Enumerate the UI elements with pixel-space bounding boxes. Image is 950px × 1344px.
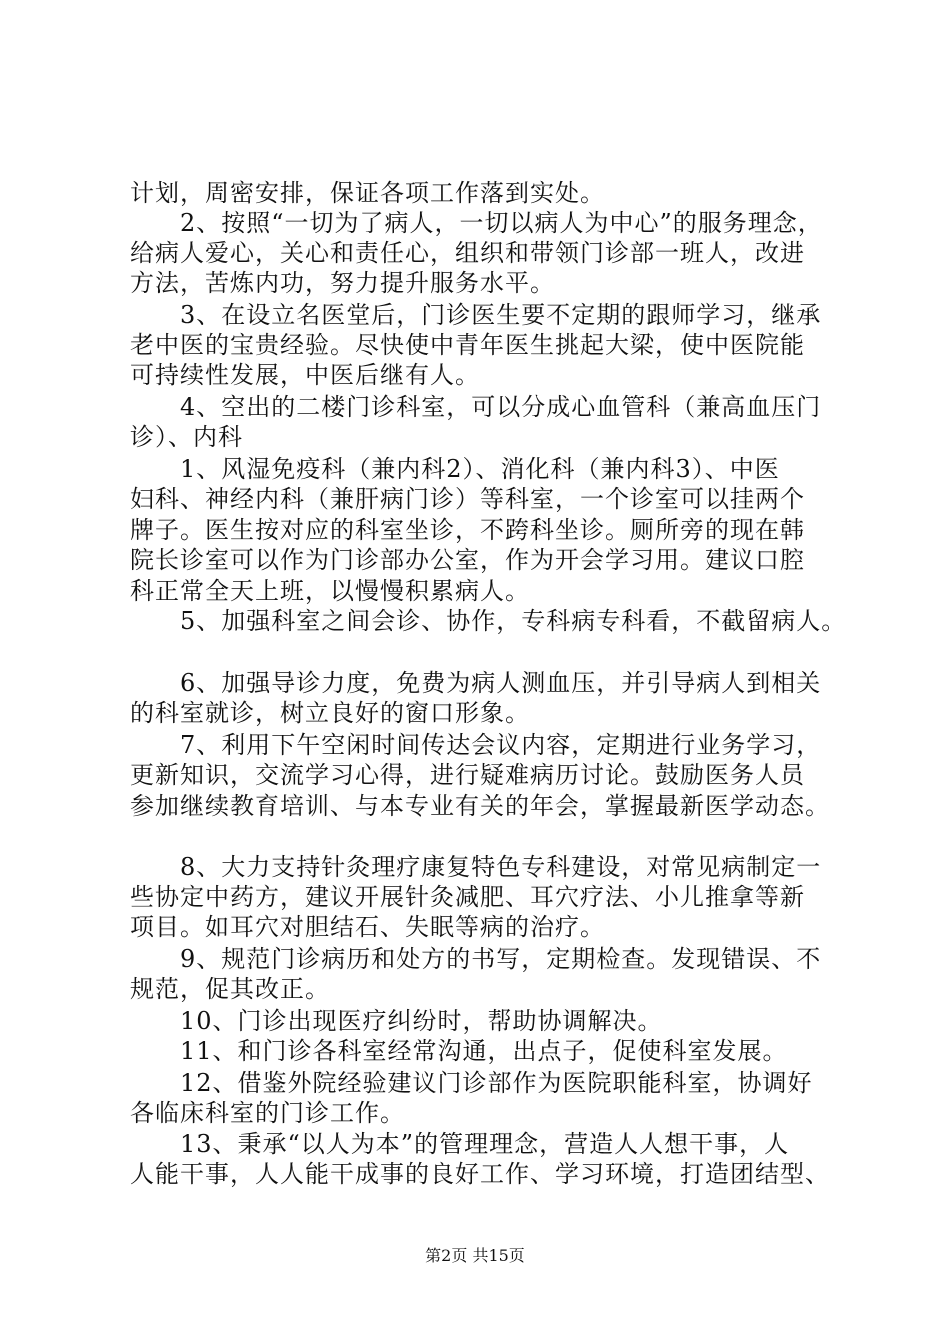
body-text-line: 10、门诊出现医疗纠纷时，帮助协调解决。	[130, 1007, 663, 1035]
body-text-line: 些协定中药方，建议开展针灸减肥、耳穴疗法、小儿推拿等新	[130, 883, 805, 911]
body-text-line: 诊）、内科	[130, 423, 243, 451]
body-text-line: 人能干事，人人能干成事的良好工作、学习环境，打造团结型、	[130, 1160, 830, 1188]
body-text-line: 计划，周密安排，保证各项工作落到实处。	[130, 179, 605, 207]
body-text-line: 1、风湿免疫科（兼内科2）、消化科（兼内科3）、中医	[130, 455, 780, 483]
body-text-line: 可持续性发展，中医后继有人。	[130, 361, 480, 389]
body-text-line: 科正常全天上班，以慢慢积累病人。	[130, 577, 530, 605]
body-text-line: 参加继续教育培训、与本专业有关的年会，掌握最新医学动态。	[130, 792, 830, 820]
body-text-line: 妇科、神经内科（兼肝病门诊）等科室，一个诊室可以挂两个	[130, 485, 805, 513]
body-text-line: 6、加强导诊力度，免费为病人测血压，并引导病人到相关	[130, 669, 822, 697]
body-text-line: 13、秉承“以人为本”的管理理念，营造人人想干事，人	[130, 1130, 790, 1158]
body-text-line: 4、空出的二楼门诊科室，可以分成心血管科（兼高血压门	[130, 393, 822, 421]
body-text-line: 更新知识，交流学习心得，进行疑难病历讨论。鼓励医务人员	[130, 761, 805, 789]
body-text-line: 11、和门诊各科室经常沟通，出点子，促使科室发展。	[130, 1037, 788, 1065]
body-text-line: 给病人爱心，关心和责任心，组织和带领门诊部一班人，改进	[130, 239, 805, 267]
body-text-line: 规范，促其改正。	[130, 975, 330, 1003]
body-text-line: 项目。如耳穴对胆结石、失眠等病的治疗。	[130, 913, 605, 941]
body-text-line: 方法，苦炼内功，努力提升服务水平。	[130, 269, 555, 297]
body-text-line: 老中医的宝贵经验。尽快使中青年医生挑起大梁，使中医院能	[130, 331, 805, 359]
body-text-line: 8、大力支持针灸理疗康复特色专科建设，对常见病制定一	[130, 853, 822, 881]
body-text-line: 7、利用下午空闲时间传达会议内容，定期进行业务学习，	[130, 731, 822, 759]
body-text-line: 5、加强科室之间会诊、协作，专科病专科看，不截留病人。	[130, 607, 847, 635]
body-text-line: 牌子。医生按对应的科室坐诊，不跨科坐诊。厕所旁的现在韩	[130, 516, 805, 544]
body-text-line: 的科室就诊，树立良好的窗口形象。	[130, 699, 530, 727]
body-text-line: 3、在设立名医堂后，门诊医生要不定期的跟师学习，继承	[130, 301, 822, 329]
body-text-line: 各临床科室的门诊工作。	[130, 1099, 405, 1127]
body-text-line: 9、规范门诊病历和处方的书写，定期检查。发现错误、不	[130, 945, 822, 973]
body-text-line: 2、按照“一切为了病人，一切以病人为中心”的服务理念，	[130, 209, 823, 237]
page-number-footer: 第2页 共15页	[425, 1246, 525, 1265]
body-text-line: 12、借鉴外院经验建议门诊部作为医院职能科室，协调好	[130, 1069, 813, 1097]
body-text-line: 院长诊室可以作为门诊部办公室，作为开会学习用。建议口腔	[130, 546, 805, 574]
